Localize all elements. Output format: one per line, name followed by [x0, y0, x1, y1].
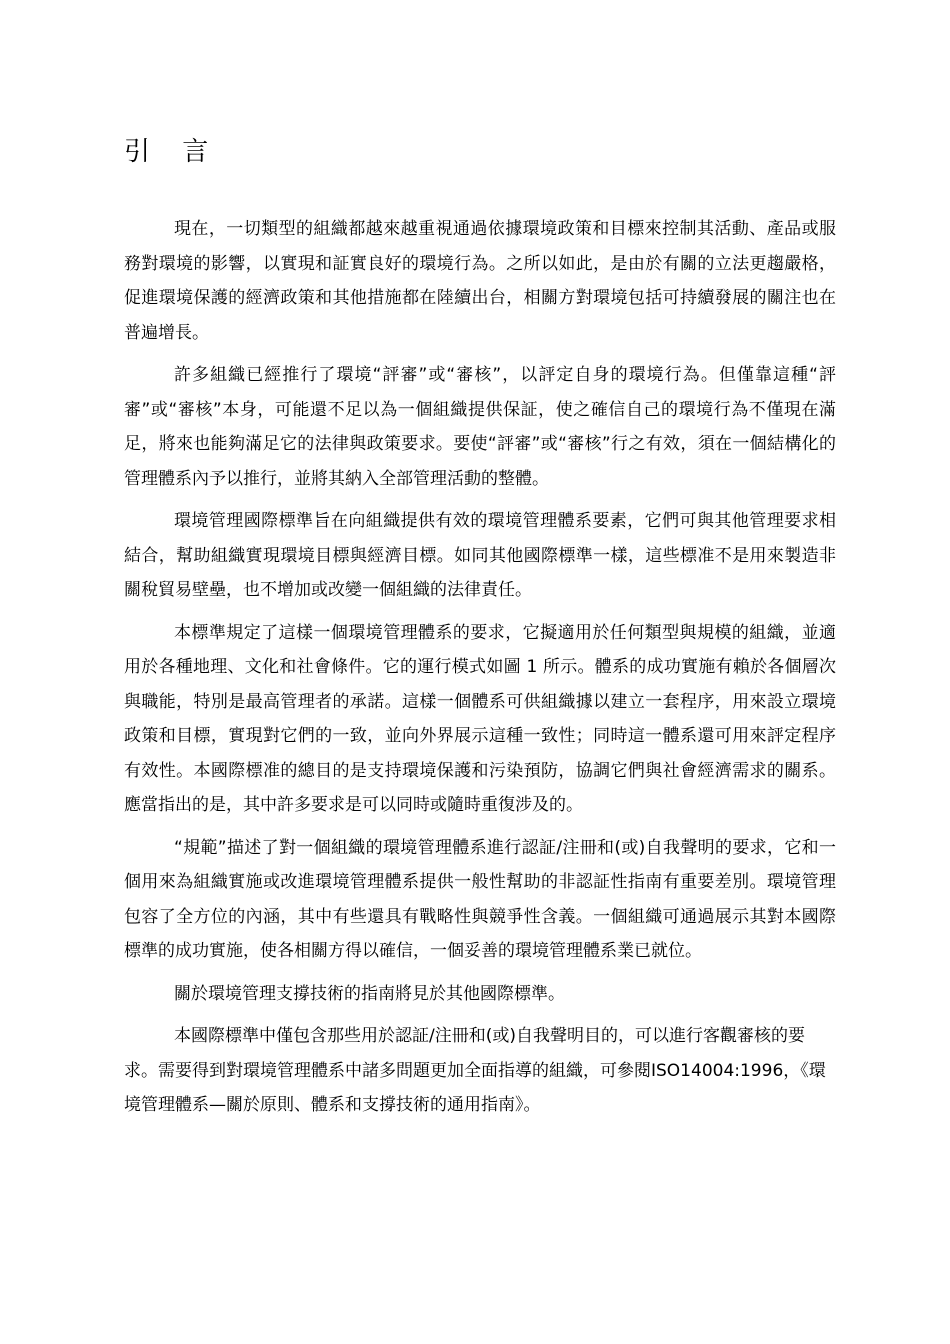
paragraph-5: “規範”描述了對一個組織的環境管理體系進行認証/注冊和(或)自我聲明的要求，它和一個用來為組織實施或改進環境管理體系提供一般性幫助的非認証性指南有重要差別。環境管理包容了全方位的內涵，其中有些還具有戰略性與競爭性含義。一個組織可通過展示其對本國際標準的成功實施，使各相關方得以確信，一個妥善的環境管理體系業已就位。: [124, 837, 836, 961]
paragraph-1: 現在，一切類型的組織都越來越重視通過依據環境政策和目標來控制其活動、產品或服務對環境的影響，以實現和証實良好的環境行為。之所以如此，是由於有關的立法更趨嚴格，促進環境保護的經濟政策和其他措施都在陸續出台，相關方對環境包括可持續發展的關注也在普遍增長。: [124, 219, 836, 343]
paragraph-3: 環境管理國際標準旨在向組織提供有效的環境管理體系要素，它們可與其他管理要求相結合，幫助組織實現環境目標與經濟目標。如同其他國際標準一樣，這些標准不是用來製造非關稅貿易壁壘，也不增加或改變一個組織的法律責任。: [124, 511, 836, 600]
document-body: [124, 212, 836, 1131]
paragraph-7: 本國際標準中僅包含那些用於認証/注冊和(或)自我聲明目的，可以進行客觀審核的要求。需要得到對環境管理體系中諸多問題更加全面指導的組織，可參閱ISO14004:1996，《環境管理體系—關於原則、體系和支撐技術的通用指南》。: [124, 1026, 826, 1115]
paragraph-6: 關於環境管理支撐技術的指南將見於其他國際標準。: [174, 983, 565, 1004]
section-heading: 引 言: [124, 137, 221, 167]
paragraph-2: 許多組織已經推行了環境“評審”或“審核”，以評定自身的環境行為。但僅靠這種“評審”或“審核”本身，可能還不足以為一個組織提供保証，使之確信自己的環境行為不僅現在滿足，將來也能夠滿足它的法律與政策要求。要使“評審”或“審核”行之有效，須在一個結構化的管理體系內予以推行，並將其納入全部管理活動的整體。: [124, 365, 836, 489]
paragraph-4: 本標準規定了這樣一個環境管理體系的要求，它擬適用於任何類型與規模的組織，並適用於各種地理、文化和社會條件。它的運行模式如圖 1 所示。體系的成功實施有賴於各個層次與職能，特別是最高管理者的承諾。這樣一個體系可供組織據以建立一套程序，用來設立環境政策和目標，實現對它們的一致，並向外界展示這種一致性；同時這一體系還可用來評定程序有效性。本國際標准的總目的是支持環境保護和污染預防，協調它們與社會經濟需求的關系。應當指出的是，其中許多要求是可以同時或隨時重復涉及的。: [124, 622, 836, 815]
